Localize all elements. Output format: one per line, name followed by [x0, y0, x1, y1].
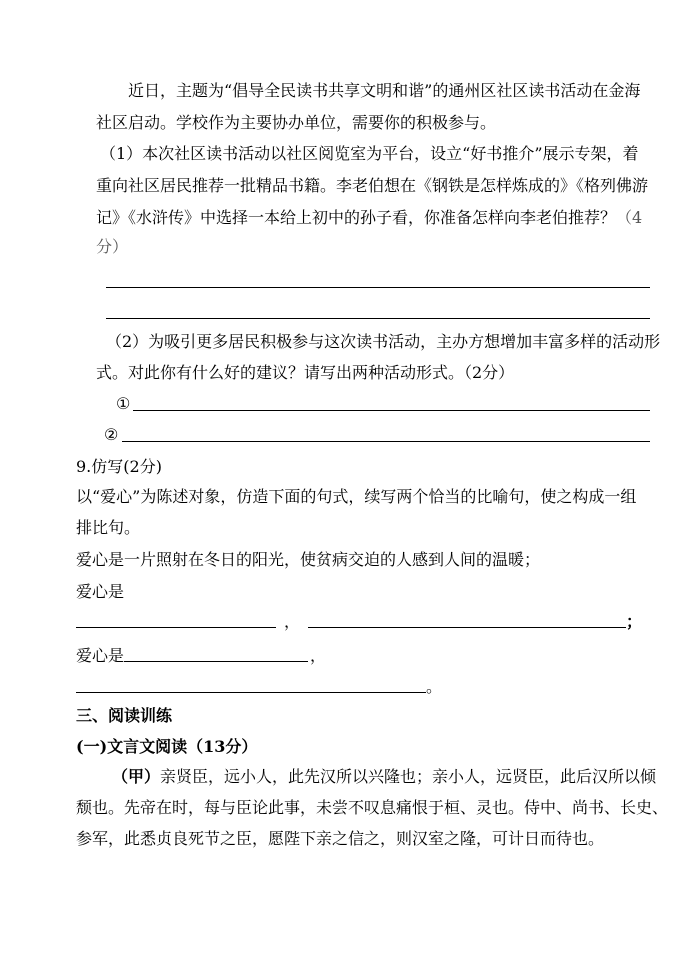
q2-answer-line-1[interactable] [133, 410, 650, 411]
q9-blank-1a[interactable] [76, 627, 276, 628]
q1-score-a: （4 [616, 208, 643, 227]
q9-instruction-1: 以“爱心”为陈述对象，仿造下面的句式，续写两个恰当的比喻句，使之构成一组 [76, 487, 637, 506]
q9-blank-1b[interactable] [308, 627, 626, 628]
q1-answer-line-2[interactable] [106, 318, 650, 319]
q1-line-2: 重向社区居民推荐一批精品书籍。李老伯想在《钢铁是怎样炼成的》《格列佛游 [96, 176, 649, 195]
q9-comma-1: ， [284, 612, 301, 631]
q2-item-1-marker: ① [116, 394, 131, 413]
q9-period: 。 [426, 677, 443, 696]
q2-item-2-marker: ② [104, 425, 119, 444]
q1-line-1: （1）本次社区读书活动以社区阅览室为平台，设立“好书推介”展示专架，着 [100, 144, 639, 163]
passage-line-1 [112, 766, 656, 788]
q2-line-2: 式。对此你有什么好的建议？请写出两种活动形式。（2分） [96, 363, 515, 382]
q9-example: 爱心是一片照射在冬日的阳光，使贫病交迫的人感到人间的温暖； [76, 550, 541, 569]
q1-line-3-text: 记》《水浒传》中选择一本给上初中的孙子看，你准备怎样向李老伯推荐？ [96, 208, 617, 227]
q9-start-1: 爱心是 [76, 582, 125, 601]
q9-start-2: 爱心是 [76, 646, 125, 665]
passage-line-2: 颓也。先帝在时，每与臣论此事，未尝不叹息痛恨于桓、灵也。侍中、尚书、长史、 [76, 798, 669, 817]
q9-title: 9.仿写(2分) [76, 457, 162, 476]
q1-line-3 [96, 207, 642, 229]
q2-answer-line-2[interactable] [122, 441, 650, 442]
section-3-heading: 三、阅读训练 [76, 706, 173, 725]
section-3-subheading: (一)文言文阅读（13分） [76, 737, 258, 756]
q9-comma-2: ， [310, 646, 327, 665]
q1-score-b: 分） [96, 237, 129, 256]
q9-instruction-2: 排比句。 [76, 518, 141, 537]
intro-line-1: 近日，主题为“倡导全民读书共享文明和谐”的通州区社区读书活动在金海 [128, 81, 641, 100]
q2-line-1: （2）为吸引更多居民积极参与这次读书活动，主办方想增加丰富多样的活动形 [106, 332, 661, 351]
passage-line-3: 参军，此悉贞良死节之臣，愿陛下亲之信之，则汉室之隆，可计日而待也。 [76, 829, 605, 848]
intro-line-2: 社区启动。学校作为主要协办单位，需要你的积极参与。 [96, 113, 497, 132]
q9-semicolon: ； [626, 612, 643, 631]
q1-answer-line-1[interactable] [106, 287, 650, 288]
q9-blank-2b[interactable] [76, 692, 426, 693]
q9-blank-2a[interactable] [124, 661, 308, 662]
passage-line-1-text: 亲贤臣，远小人，此先汉所以兴隆也；亲小人，远贤臣，此后汉所以倾 [160, 767, 657, 786]
passage-label: （甲） [112, 767, 161, 786]
